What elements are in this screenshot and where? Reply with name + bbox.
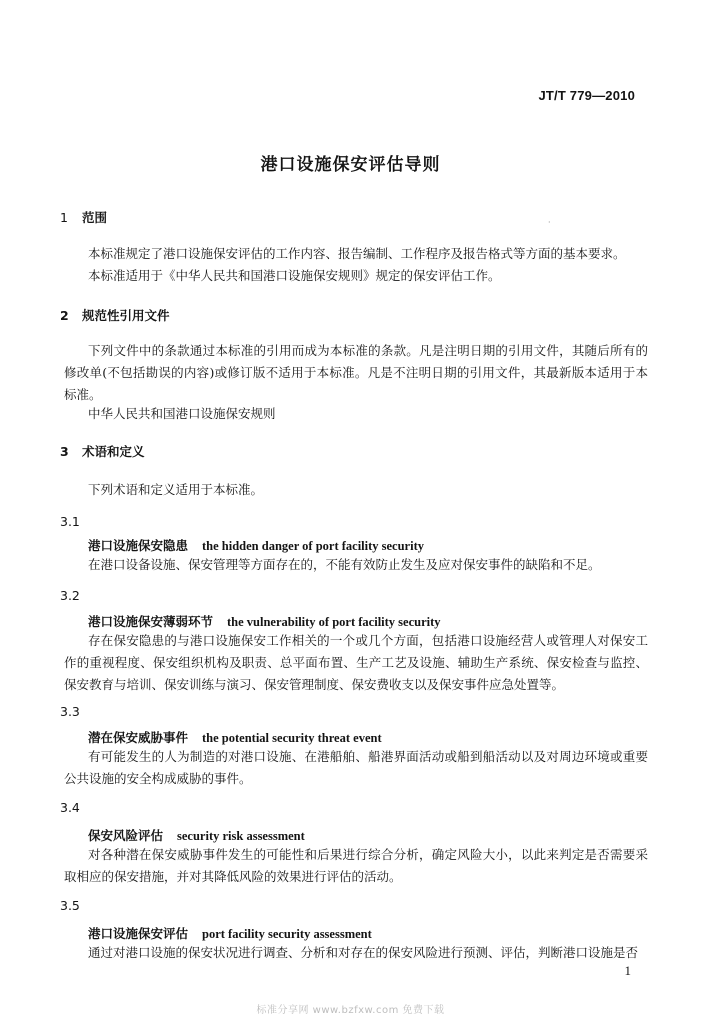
watermark: 标准分享网 www.bzfxw.com 免费下载	[256, 1005, 445, 1016]
term-3-1	[88, 536, 648, 554]
section-title: 规范性引用文件	[82, 308, 170, 323]
section-3-paragraph-1: 下列术语和定义适用于本标准。	[88, 482, 264, 497]
section-number: 1	[60, 210, 68, 225]
document-title: 港口设施保安评估导则	[260, 155, 441, 175]
section-1-paragraph-2: 本标准适用于《中华人民共和国港口设施保安规则》规定的保安评估工作。	[88, 268, 501, 283]
section-number: 2	[60, 308, 69, 323]
term-english: the potential security threat event	[202, 731, 382, 745]
term-english: security risk assessment	[177, 829, 305, 843]
section-title: 范围	[82, 210, 108, 225]
section-1-heading	[60, 208, 107, 226]
section-2-heading	[60, 306, 170, 324]
term-3-2-number: 3.2	[60, 588, 80, 603]
section-2-paragraph-1: 下列文件中的条款通过本标准的引用而成为本标准的条款。凡是注明日期的引用文件，其随后所有的修改单(不包括勘误的内容)或修订版不适用于本标准。凡是不注明日期的引用文件，其最新版本适用于本标准。	[64, 343, 648, 402]
term-3-3-definition: 有可能发生的人为制造的对港口设施、在港船舶、船港界面活动或船到船活动以及对周边环境或重要公共设施的安全构成威胁的事件。	[64, 749, 648, 786]
term-3-5-number: 3.5	[60, 898, 80, 913]
term-chinese: 港口设施保安薄弱环节	[88, 614, 214, 629]
section-number: 3	[60, 444, 69, 459]
term-3-1-definition: 在港口设备设施、保安管理等方面存在的，不能有效防止发生及应对保安事件的缺陷和不足。	[88, 557, 601, 572]
term-chinese: 潜在保安威胁事件	[88, 730, 189, 745]
term-english: the vulnerability of port facility security	[227, 615, 441, 629]
term-3-4	[88, 826, 648, 844]
term-3-1-number: 3.1	[60, 514, 80, 529]
term-3-4-definition: 对各种潜在保安威胁事件发生的可能性和后果进行综合分析，确定风险大小，以此来判定是否需要采取相应的保安措施，并对其降低风险的效果进行评估的活动。	[64, 847, 648, 884]
term-3-3-number: 3.3	[60, 704, 80, 719]
document-page: JT/T 779—2010 港口设施保安评估导则 · 1 范围 本标准规定了港口设施保安评估的工作内容、报告编制、工作程序及报告格式等方面的基本要求。 本标准适用于《中华人民共和国港口设施保安规则》规定的保安评估工作。 2 规范性引用文件 下列文件中的条款通过本标准的引用而成为本标准的条款。凡是注明日期的引用文件，其随后所有的修改单(不包括勘误的内容)或修订版不适用于本标准。凡是不注明日期的引用文件，其最新版本适用于本标准。 中华人民共和国港口设施保安规则 3 术语和定义 下列术语和定义适用于本标准。 3.1 港口设施保安隐患 the hidden danger of port facility security 在港口设备设施、保安管理等方面存在的，不能有效防止发生及应对保安事件的缺陷和不足。 3.2 港口设施保安薄弱环节 the vulnerability of port facility security 存在保安隐患的与港口设施保安工作相关的一个或几个方面，包括港口设施经营人或管理人对保安工作的重视程度、保安组织机构及职责、总平面布置、生产工艺及设施、辅助生产系统、保安检查与监控、保安教育与培训、保安训练与演习、保安管理制度、保安费收支以及保安事件应急处置等。 3.3 潜在保安威胁事件 the potential security threat event 有可能发生的人为制造的对港口设施、在港船舶、船港界面活动或船到船活动以及对周边环境或重要公共设施的安全构成威胁的事件。 3.4 保安风险评估 security risk assessment 对各种潜在保安威胁事件发生的可能性和后果进行综合分析，确定风险大小，以此来判定是否需要采取相应的保安措施，并对其降低风险的效果进行评估的活动。 3.5 港口设施保安评估 port facility security assessment 通过对港口设施的保安状况进行调查、分析和对存在的保安风险进行预测、评估，判断港口设施是否 1 标准分享网 www.bzfxw.com 免费下载	[0, 0, 701, 1024]
term-3-5	[88, 924, 648, 942]
term-english: port facility security assessment	[202, 927, 372, 941]
term-3-2	[88, 612, 648, 630]
term-chinese: 港口设施保安隐患	[88, 538, 189, 553]
standard-number: JT/T 779—2010	[538, 88, 635, 103]
term-chinese: 保安风险评估	[88, 828, 164, 843]
term-3-3	[88, 728, 648, 746]
term-3-5-definition: 通过对港口设施的保安状况进行调查、分析和对存在的保安风险进行预测、评估，判断港口设施是否	[88, 945, 639, 960]
section-2-reference: 中华人民共和国港口设施保安规则	[88, 406, 276, 421]
section-1-paragraph-1: 本标准规定了港口设施保安评估的工作内容、报告编制、工作程序及报告格式等方面的基本要求。	[88, 246, 626, 261]
term-3-2-definition: 存在保安隐患的与港口设施保安工作相关的一个或几个方面，包括港口设施经营人或管理人对保安工作的重视程度、保安组织机构及职责、总平面布置、生产工艺及设施、辅助生产系统、保安检查与监控、保安教育与培训、保安训练与演习、保安管理制度、保安费收支以及保安事件应急处置等。	[64, 633, 648, 692]
section-title: 术语和定义	[82, 444, 145, 459]
term-3-4-number: 3.4	[60, 800, 80, 815]
term-english: the hidden danger of port facility security	[202, 539, 424, 553]
page-number: 1	[624, 963, 631, 978]
term-chinese: 港口设施保安评估	[88, 926, 189, 941]
section-3-heading	[60, 442, 145, 460]
